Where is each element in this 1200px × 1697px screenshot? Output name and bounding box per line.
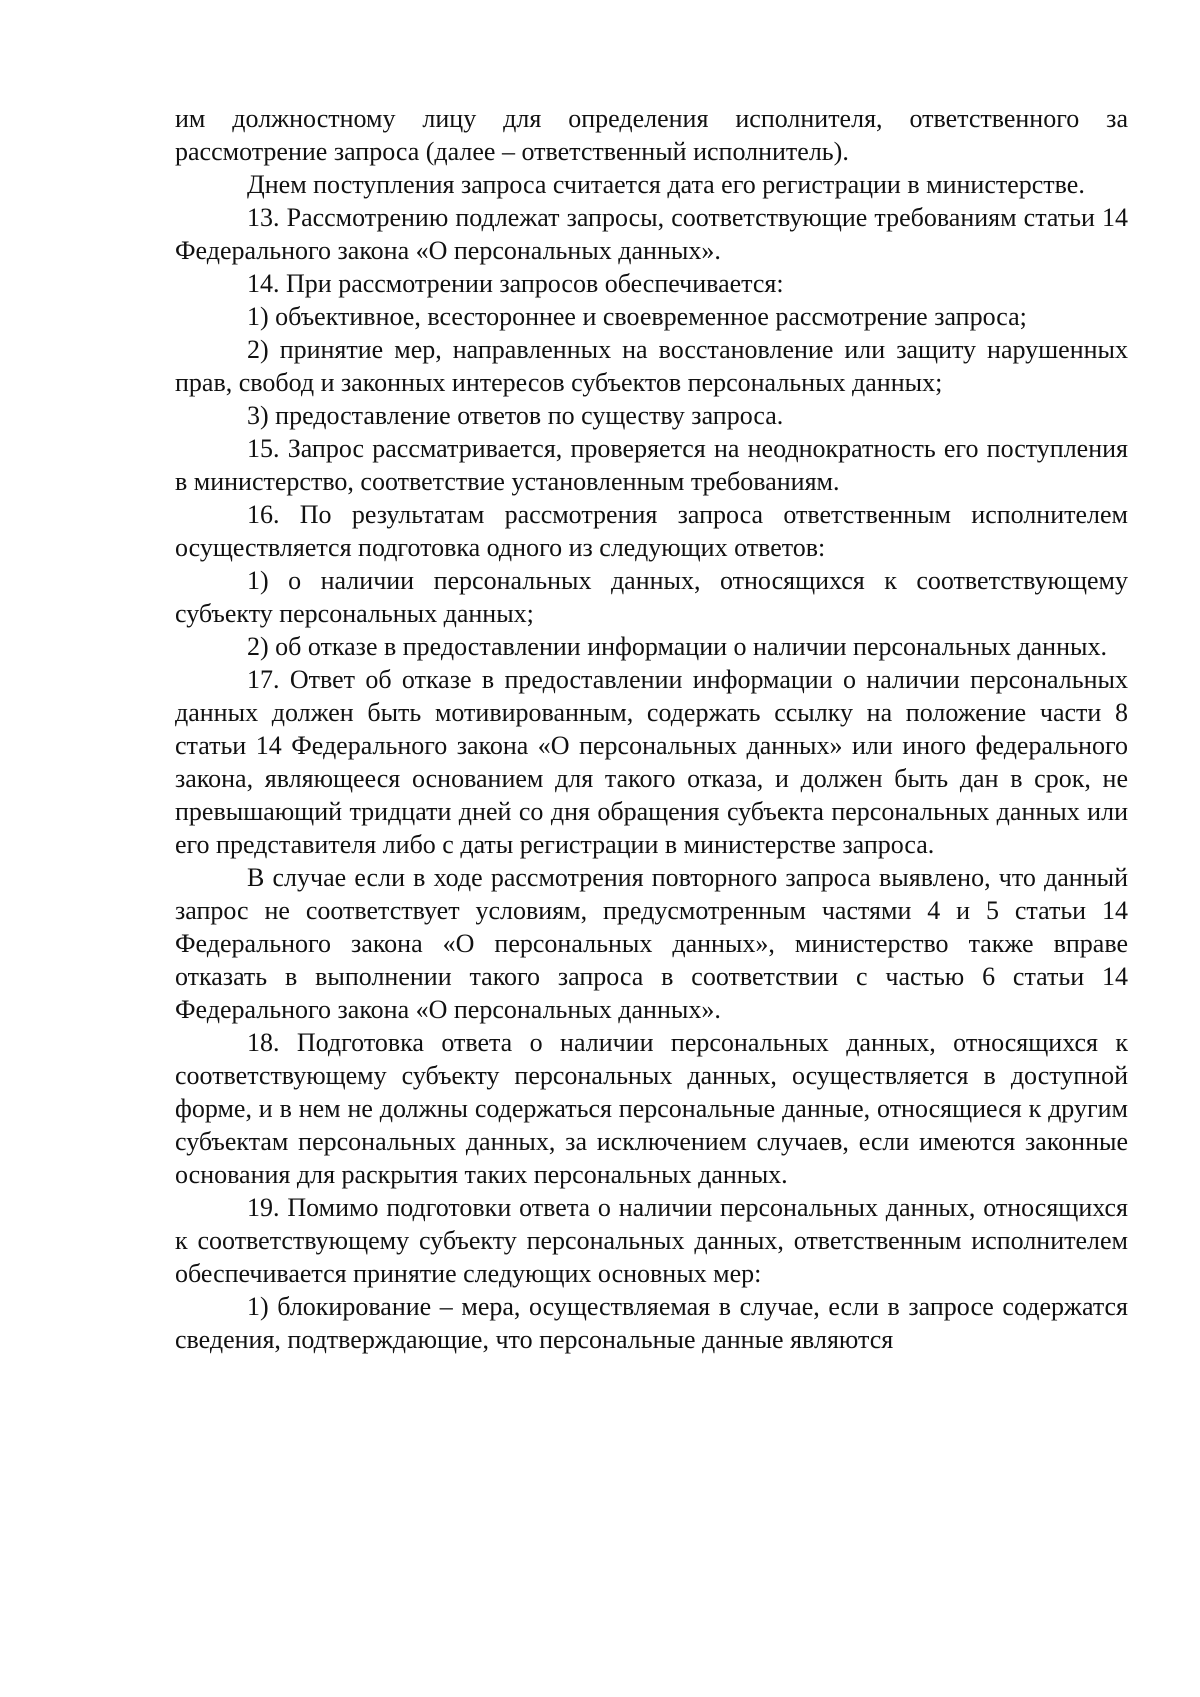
- list-item-14-3: 3) предоставление ответов по существу запроса.: [247, 401, 784, 430]
- paragraph-17: 17. Ответ об отказе в предоставлении информации о наличии персональных данных должен быть мотивированным, содержать ссылку на положение части 8 статьи 14 Федерального закона «О персональных данных» или иного федерального закона, являющееся основанием для такого отказа, и должен быть дан в срок, не превышающий тридцати дней со дня обращения субъекта персональных данных или его представителя либо с даты регистрации в министерстве запроса.: [175, 665, 1128, 859]
- paragraph-registration-date: Днем поступления запроса считается дата его регистрации в министерстве.: [247, 170, 1085, 199]
- paragraph-15: 15. Запрос рассматривается, проверяется на неоднократность его поступления в министерство, соответствие установленным требованиям.: [175, 434, 1128, 496]
- paragraph-repeat-request: В случае если в ходе рассмотрения повторного запроса выявлено, что данный запрос не соответствует условиям, предусмотренным частями 4 и 5 статьи 14 Федерального закона «О персональных данных», министерство также вправе отказать в выполнении такого запроса в соответствии с частью 6 статьи 14 Федерального закона «О персональных данных».: [175, 863, 1128, 1024]
- paragraph-continuation: им должностному лицу для определения исполнителя, ответственного за рассмотрение запроса (далее – ответственный исполнитель).: [175, 104, 1128, 166]
- list-item-16-1: 1) о наличии персональных данных, относящихся к соответствующему субъекту персональных данных;: [175, 566, 1128, 628]
- list-item-19-1: 1) блокирование – мера, осуществляемая в случае, если в запросе содержатся сведения, подтверждающие, что персональные данные являются: [175, 1292, 1128, 1354]
- paragraph-16: 16. По результатам рассмотрения запроса ответственным исполнителем осуществляется подготовка одного из следующих ответов:: [175, 500, 1128, 562]
- paragraph-14: 14. При рассмотрении запросов обеспечивается:: [247, 269, 784, 298]
- paragraph-19: 19. Помимо подготовки ответа о наличии персональных данных, относящихся к соответствующему субъекту персональных данных, ответственным исполнителем обеспечивается принятие следующих основных мер:: [175, 1193, 1128, 1288]
- list-item-14-2: 2) принятие мер, направленных на восстановление или защиту нарушенных прав, свобод и законных интересов субъектов персональных данных;: [175, 335, 1128, 397]
- paragraph-13: 13. Рассмотрению подлежат запросы, соответствующие требованиям статьи 14 Федерального закона «О персональных данных».: [175, 203, 1128, 265]
- document-page: [175, 102, 1128, 1356]
- list-item-14-1: 1) объективное, всестороннее и своевременное рассмотрение запроса;: [247, 302, 1027, 331]
- list-item-16-2: 2) об отказе в предоставлении информации о наличии персональных данных.: [247, 632, 1107, 661]
- paragraph-18: 18. Подготовка ответа о наличии персональных данных, относящихся к соответствующему субъекту персональных данных, осуществляется в доступной форме, и в нем не должны содержаться персональные данные, относящиеся к другим субъектам персональных данных, за исключением случаев, если имеются законные основания для раскрытия таких персональных данных.: [175, 1028, 1128, 1189]
